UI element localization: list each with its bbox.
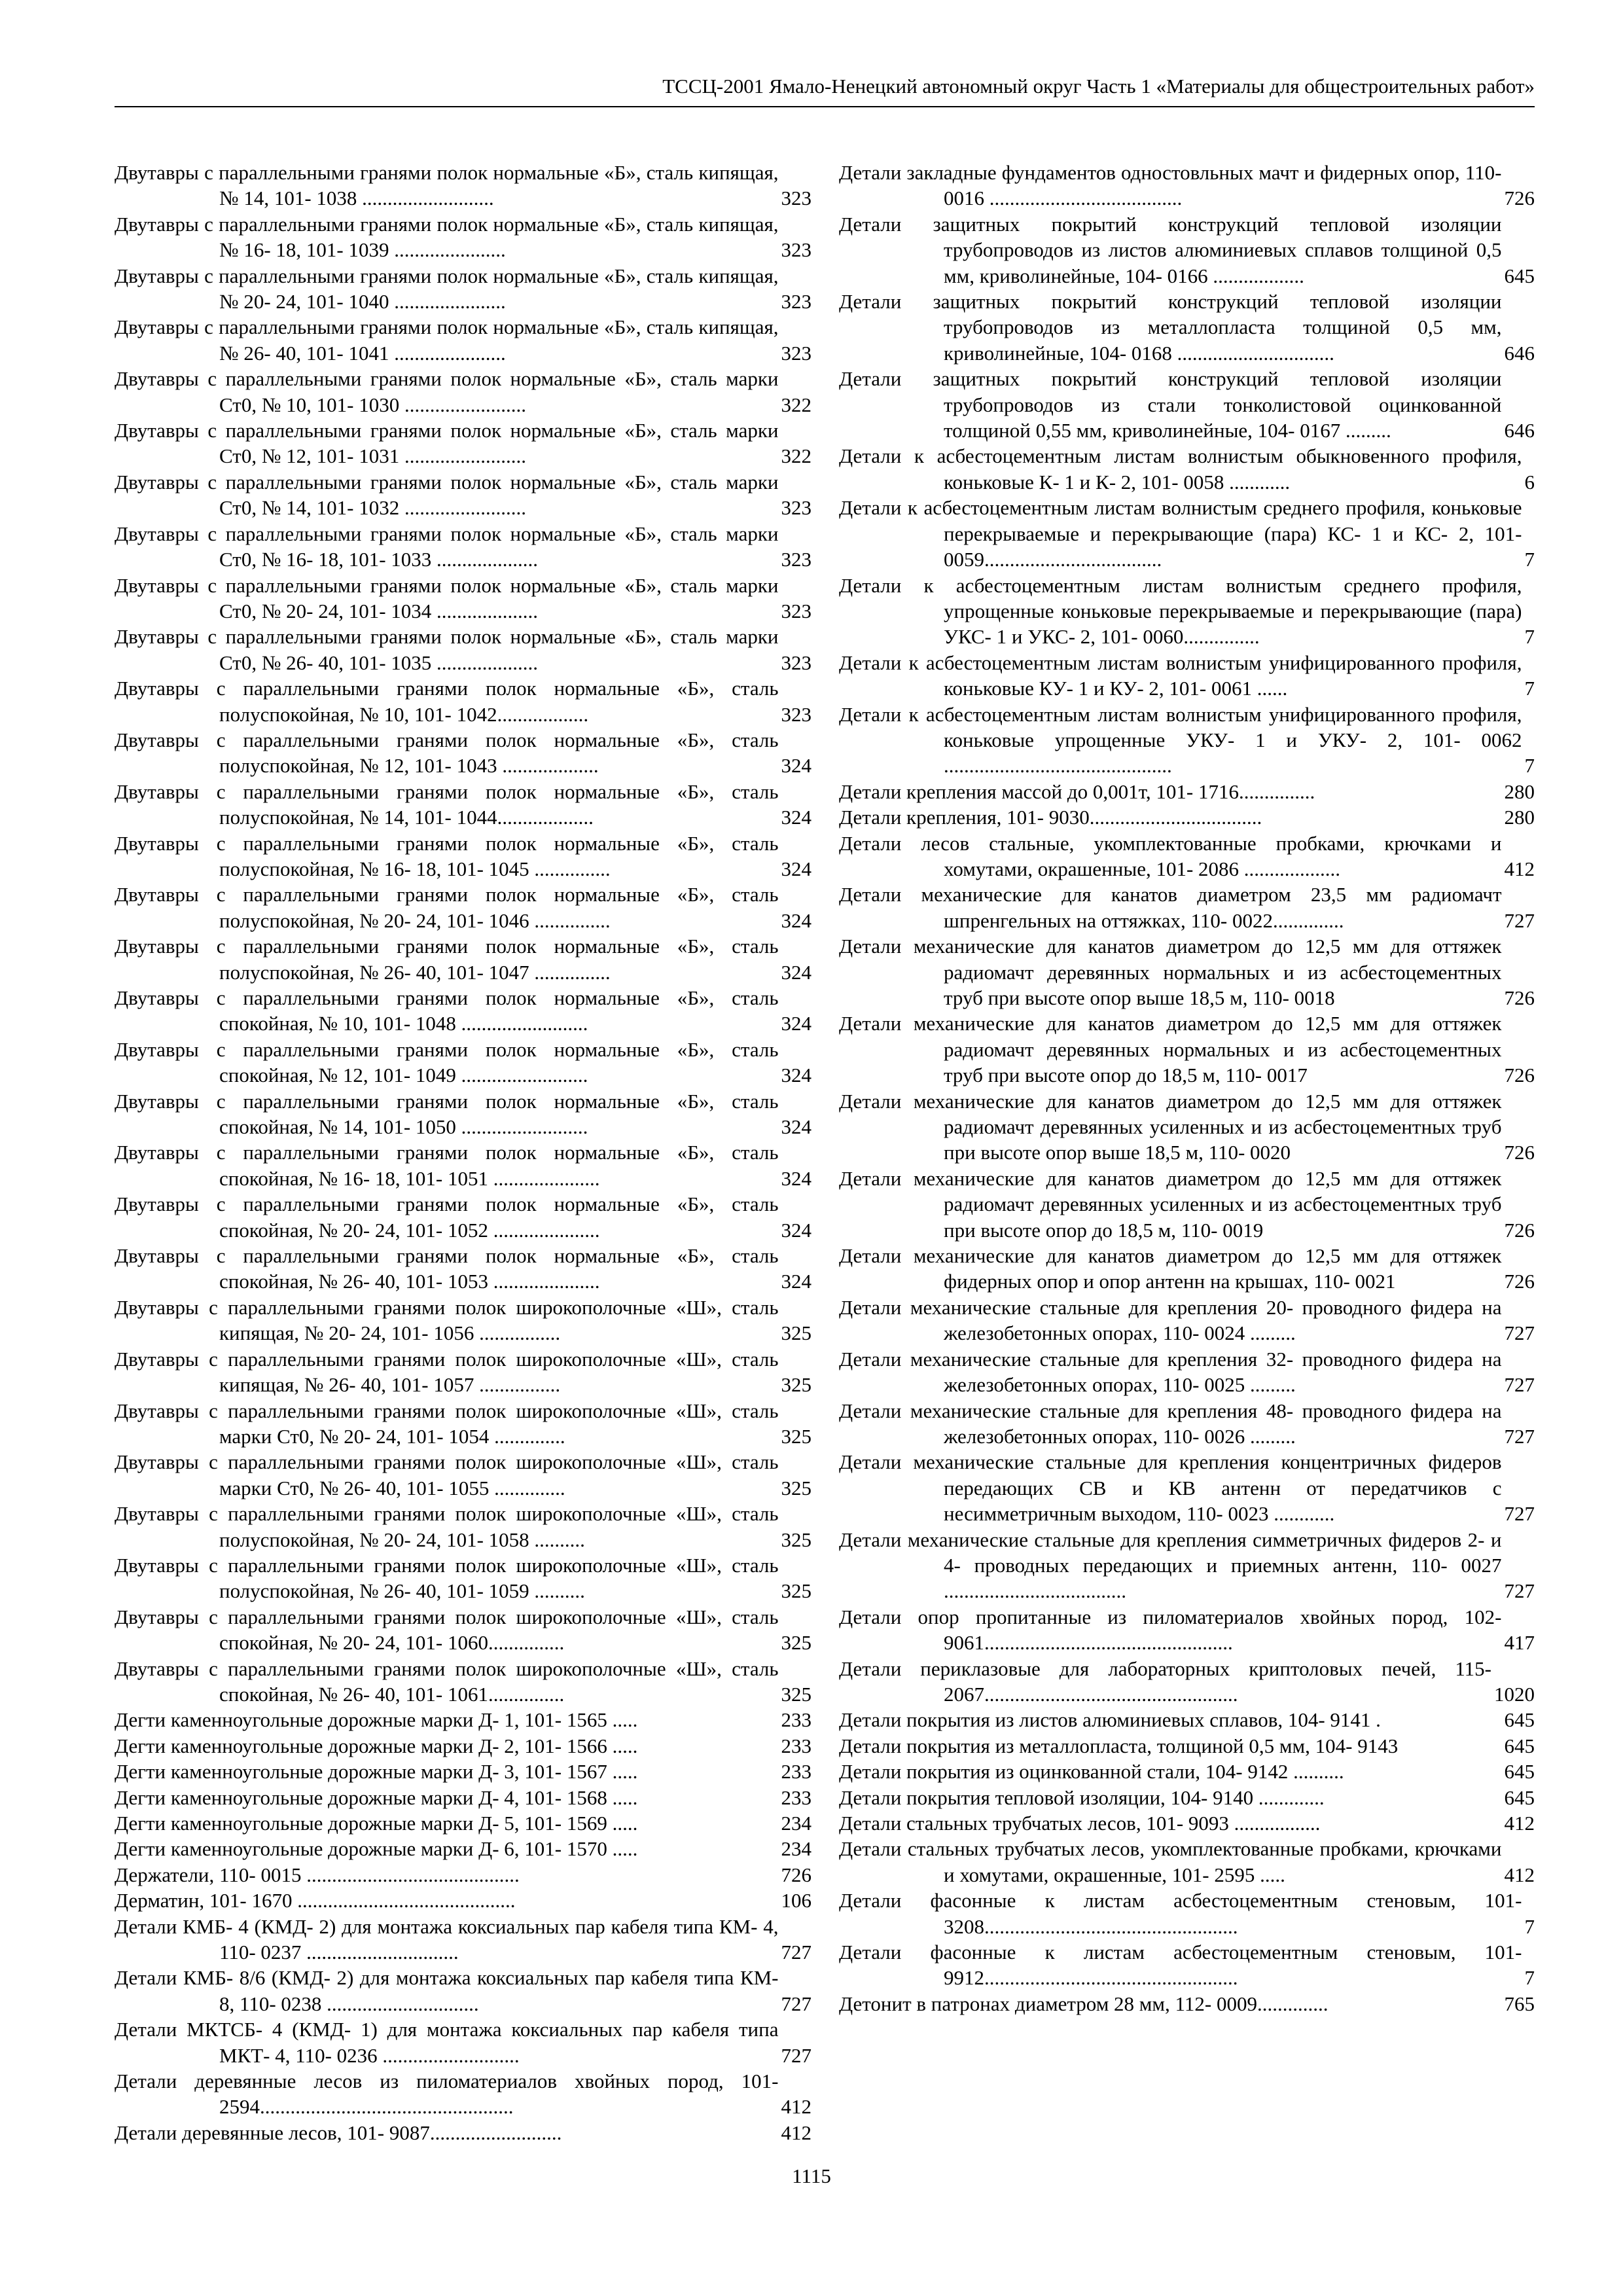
index-entry-page: 645: [1504, 264, 1535, 287]
index-entry: [839, 650, 1535, 702]
index-entry-text: Двутавры с параллельными гранями полок широкополочные «Ш», сталь полуспокойная, № 26- 40, 101- 1059 ..........: [115, 1553, 779, 1603]
index-entry: [115, 727, 812, 779]
running-header: ТССЦ-2001 Ямало-Ненецкий автономный округ Часть 1 «Материалы для общестроительных работ»: [662, 75, 1535, 98]
index-entry-page: 645: [1504, 1708, 1535, 1732]
index-entry: [115, 1914, 812, 1965]
index-entry: [115, 1733, 812, 1759]
index-entry-page: 726: [1504, 1218, 1535, 1242]
index-entry-page: 325: [781, 1476, 812, 1499]
index-entry-page: 280: [1504, 780, 1535, 803]
index-entry: [115, 1243, 812, 1295]
index-entry-text: Дегти каменноугольные дорожные марки Д- 3, 101- 1567 .....: [115, 1760, 638, 1784]
index-entry: [115, 882, 812, 933]
index-entry: [839, 573, 1535, 650]
index-entry: [839, 702, 1535, 779]
index-entry-text: Двутавры с параллельными гранями полок нормальные «Б», сталь полуспокойная, № 10, 101- 1042..................: [115, 677, 779, 726]
index-entry-page: 234: [781, 1837, 812, 1861]
index-entry: [115, 1965, 812, 2017]
index-entry: [839, 211, 1535, 289]
index-entry-page: 325: [781, 1579, 812, 1603]
index-entry: [839, 1295, 1535, 1346]
index-entry: [115, 1656, 812, 1708]
index-entry-page: 726: [1504, 1064, 1535, 1087]
index-entry-text: Двутавры с параллельными гранями полок широкополочные «Ш», сталь спокойная, № 26- 40, 101- 1061...............: [115, 1657, 779, 1706]
index-entry-page: 6: [1524, 470, 1535, 493]
index-entry-page: 324: [781, 1218, 812, 1242]
index-entry-text: Двутавры с параллельными гранями полок широкополочные «Ш», сталь кипящая, № 20- 24, 101- 1056 ................: [115, 1295, 779, 1345]
index-entry-page: 7: [1524, 677, 1535, 700]
index-entry-text: Двутавры с параллельными гранями полок широкополочные «Ш», сталь кипящая, № 26- 40, 101- 1057 ................: [115, 1347, 779, 1397]
index-column-left: [115, 160, 812, 2145]
index-entry-page: 417: [1504, 1631, 1535, 1655]
index-entry-page: 324: [781, 857, 812, 880]
index-entry-text: Детали деревянные лесов из пиломатериалов хвойных пород, 101- 2594..................................................: [115, 2070, 779, 2119]
index-entry-text: Детонит в патронах диаметром 28 мм, 112- 0009..............: [839, 1992, 1329, 2015]
index-entry-text: Детали механические стальные для крепления концентричных фидеров передающих СВ и КВ антенн от передатчиков с несимметричным выходом, 110- 0023 ............: [839, 1450, 1502, 1526]
index-entry-text: Двутавры с параллельными гранями полок нормальные «Б», сталь марки Ст0, № 26- 40, 101- 1035 ....................: [115, 625, 779, 674]
index-entry-page: 727: [1504, 908, 1535, 932]
index-entry: [839, 779, 1535, 804]
index-entry-text: Двутавры с параллельными гранями полок широкополочные «Ш», сталь полуспокойная, № 20- 24, 101- 1058 ..........: [115, 1502, 779, 1551]
index-entry-text: Детали к асбестоцементным листам волнистым среднего профиля, упрощенные коньковые перекрываемые и перекрывающие (пара) УКС- 1 и УКС- 2, 101- 0060...............: [839, 573, 1522, 649]
index-entry-page: 412: [1504, 1863, 1535, 1886]
index-entry-page: 645: [1504, 1760, 1535, 1784]
index-entry-text: Двутавры с параллельными гранями полок нормальные «Б», сталь марки Ст0, № 12, 101- 1031 ........................: [115, 419, 779, 468]
index-entry: [115, 985, 812, 1037]
index-entry-page: 234: [781, 1812, 812, 1835]
index-entry: [115, 675, 812, 727]
index-entry-page: 727: [1504, 1424, 1535, 1448]
index-entry: [839, 831, 1535, 882]
index-entry-page: 645: [1504, 1785, 1535, 1809]
index-entry-text: Двутавры с параллельными гранями полок нормальные «Б», сталь марки Ст0, № 14, 101- 1032 ........................: [115, 470, 779, 520]
index-column-right: [839, 160, 1535, 2017]
index-entry-page: 324: [781, 1115, 812, 1139]
index-entry: [115, 779, 812, 831]
index-entry-text: Детали крепления массой до 0,001т, 101- 1716...............: [839, 780, 1315, 803]
index-entry-page: 7: [1524, 1914, 1535, 1938]
index-entry-text: Детали закладные фундаментов одностовльных мачт и фидерных опор, 110- 0016 ......................................: [839, 161, 1502, 210]
index-entry-page: 726: [1504, 986, 1535, 1009]
index-entry: [839, 1243, 1535, 1295]
index-entry-page: 324: [781, 754, 812, 778]
index-entry: [115, 2068, 812, 2120]
index-entry-page: 727: [1504, 1373, 1535, 1397]
index-entry-text: Двутавры с параллельными гранями полок нормальные «Б», сталь марки Ст0, № 16- 18, 101- 1033 ....................: [115, 522, 779, 571]
index-entry-text: Детали защитных покрытий конструкций тепловой изоляции трубопроводов из металлопласта толщиной 0,5 мм, криволинейные, 104- 0168 ...............................: [839, 290, 1502, 365]
index-entry: [115, 624, 812, 675]
index-entry-page: 323: [781, 238, 812, 262]
index-entry: [115, 160, 812, 211]
index-entry-text: Детали покрытия из листов алюминиевых сплавов, 104- 9141 .: [839, 1708, 1381, 1732]
index-entry: [115, 1037, 812, 1088]
index-entry-text: Детали стальных трубчатых лесов, 101- 9093 .................: [839, 1812, 1321, 1835]
index-entry-text: Двутавры с параллельными гранями полок нормальные «Б», сталь полуспокойная, № 16- 18, 101- 1045 ...............: [115, 831, 779, 880]
index-entry-text: Двутавры с параллельными гранями полок нормальные «Б», сталь спокойная, № 26- 40, 101- 1053 .....................: [115, 1244, 779, 1293]
index-entry-page: 322: [781, 444, 812, 468]
index-entry-page: 7: [1524, 754, 1535, 778]
index-entry-text: Детали фасонные к листам асбестоцементным стеновым, 101- 9912..................................................: [839, 1941, 1522, 1990]
index-entry-text: Двутавры с параллельными гранями полок широкополочные «Ш», сталь марки Ст0, № 26- 40, 101- 1055 ..............: [115, 1450, 779, 1499]
index-entry: [839, 933, 1535, 1011]
index-entry: [115, 2120, 812, 2145]
index-entry-text: Детали механические для канатов диаметром до 12,5 мм для оттяжек радиомачт деревянных усиленных и из асбестоцементных труб при высоте опор выше 18,5 м, 110- 0020: [839, 1089, 1502, 1164]
index-entry-page: 233: [781, 1708, 812, 1732]
index-entry-page: 727: [1504, 1502, 1535, 1526]
index-entry-text: Детали механические для канатов диаметром 23,5 мм радиомачт шпренгельных на оттяжках, 110- 0022..............: [839, 883, 1502, 932]
index-entry: [115, 521, 812, 573]
index-entry-page: 323: [781, 702, 812, 726]
index-entry: [839, 160, 1535, 211]
index-entry-text: Детали механические стальные для крепления симметричных фидеров 2- и 4- проводных передающих и приемных антенн, 110- 0027 ....................................: [839, 1528, 1502, 1603]
index-entry: [839, 1166, 1535, 1243]
index-entry-page: 280: [1504, 806, 1535, 829]
index-entry-page: 323: [781, 599, 812, 622]
index-entry-text: Детали крепления, 101- 9030..................................: [839, 806, 1262, 829]
index-entry-text: Детали покрытия тепловой изоляции, 104- 9140 .............: [839, 1785, 1325, 1809]
index-entry: [115, 1785, 812, 1810]
index-entry: [115, 1759, 812, 1784]
page-number: 1115: [792, 2164, 831, 2187]
index-entry: [839, 1088, 1535, 1166]
index-entry-page: 325: [781, 1321, 812, 1345]
index-entry-text: Дегти каменноугольные дорожные марки Д- 1, 101- 1565 .....: [115, 1708, 638, 1732]
index-entry: [839, 1939, 1535, 1991]
index-entry-text: Дегти каменноугольные дорожные марки Д- 4, 101- 1568 .....: [115, 1785, 638, 1809]
index-entry-page: 412: [781, 2095, 812, 2119]
index-entry-page: 727: [781, 1941, 812, 1964]
index-entry-text: Двутавры с параллельными гранями полок широкополочные «Ш», сталь марки Ст0, № 20- 24, 101- 1054 ..............: [115, 1399, 779, 1448]
index-entry: [115, 1888, 812, 1913]
index-entry-page: 645: [1504, 1734, 1535, 1757]
index-entry: [115, 1449, 812, 1501]
index-entry-text: Детали к асбестоцементным листам волнистым среднего профиля, коньковые перекрываемые и перекрывающие (пара) КС- 1 и КС- 2, 101- 0059...................................: [839, 496, 1522, 571]
index-entry-text: Детали к асбестоцементным листам волнистым унифицированного профиля, коньковые упрощенные УКУ- 1 и УКУ- 2, 101- 0062 .............................................: [839, 702, 1522, 778]
index-entry-page: 646: [1504, 419, 1535, 442]
index-entry-text: Двутавры с параллельными гранями полок нормальные «Б», сталь кипящая, № 16- 18, 101- 1039 ......................: [115, 212, 779, 262]
index-entry: [839, 289, 1535, 366]
index-entry-page: 727: [1504, 1321, 1535, 1345]
index-entry: [839, 1398, 1535, 1450]
index-entry-text: Дегти каменноугольные дорожные марки Д- 2, 101- 1566 .....: [115, 1734, 638, 1757]
index-entry-text: Детали лесов стальные, укомплектованные пробками, крючками и хомутами, окрашенные, 101- 2086 ...................: [839, 831, 1502, 880]
index-entry: [115, 263, 812, 315]
index-entry: [115, 366, 812, 418]
index-entry: [115, 1088, 812, 1140]
index-entry: [115, 418, 812, 469]
index-entry-page: 325: [781, 1424, 812, 1448]
index-entry-page: 323: [781, 187, 812, 210]
index-entry-page: 726: [1504, 1270, 1535, 1293]
index-entry-page: 233: [781, 1785, 812, 1809]
index-entry-page: 233: [781, 1734, 812, 1757]
index-entry: [839, 1656, 1535, 1708]
index-entry-page: 323: [781, 651, 812, 674]
index-entry-text: Дегти каменноугольные дорожные марки Д- 6, 101- 1570 .....: [115, 1837, 638, 1861]
index-entry: [115, 1191, 812, 1243]
index-entry-text: Двутавры с параллельными гранями полок нормальные «Б», сталь спокойная, № 12, 101- 1049 .........................: [115, 1037, 779, 1087]
index-entry-page: 233: [781, 1760, 812, 1784]
index-entry-text: Детали механические стальные для крепления 20- проводного фидера на железобетонных опорах, 110- 0024 .........: [839, 1295, 1502, 1345]
index-entry: [839, 1449, 1535, 1526]
index-entry-page: 727: [781, 2043, 812, 2067]
index-entry: [115, 1604, 812, 1656]
index-entry: [115, 1139, 812, 1191]
index-entry-page: 324: [781, 806, 812, 829]
index-entry: [115, 1836, 812, 1861]
index-entry-page: 324: [781, 1012, 812, 1035]
index-entry-text: Двутавры с параллельными гранями полок нормальные «Б», сталь спокойная, № 14, 101- 1050 .........................: [115, 1089, 779, 1139]
index-entry: [115, 314, 812, 366]
index-entry-text: Детали механические для канатов диаметром до 12,5 мм для оттяжек радиомачт деревянных усиленных и из асбестоцементных труб при высоте опор до 18,5 м, 110- 0019: [839, 1166, 1502, 1242]
index-entry-text: Двутавры с параллельными гранями полок нормальные «Б», сталь спокойная, № 10, 101- 1048 .........................: [115, 986, 779, 1035]
index-entry: [115, 1398, 812, 1450]
index-entry: [115, 1862, 812, 1888]
index-entry-text: Детали деревянные лесов, 101- 9087..........................: [115, 2121, 562, 2144]
index-entry-page: 412: [1504, 1812, 1535, 1835]
index-entry-page: 7: [1524, 1966, 1535, 1990]
index-entry: [839, 1604, 1535, 1656]
index-entry: [115, 1346, 812, 1398]
index-entry: [839, 804, 1535, 830]
index-entry-page: 325: [781, 1682, 812, 1706]
index-entry-page: 1020: [1494, 1682, 1535, 1706]
index-entry: [839, 1991, 1535, 2017]
index-entry: [115, 2017, 812, 2068]
index-entry-page: 7: [1524, 625, 1535, 649]
index-entry-text: Детали механические для канатов диаметром до 12,5 мм для оттяжек фидерных опор и опор антенн на крышах, 110- 0021: [839, 1244, 1502, 1293]
index-entry-text: Дегти каменноугольные дорожные марки Д- 5, 101- 1569 .....: [115, 1812, 638, 1835]
index-entry: [115, 211, 812, 263]
index-entry-page: 726: [781, 1863, 812, 1886]
index-entry-page: 325: [781, 1373, 812, 1397]
index-entry: [839, 1836, 1535, 1888]
index-entry-text: Детали КМБ- 8/6 (КМД- 2) для монтажа коксиальных пар кабеля типа КМ- 8, 110- 0238 ..............................: [115, 1966, 779, 2015]
index-entry-text: Детали опор пропитанные из пиломатериалов хвойных пород, 102- 9061.................................................: [839, 1605, 1502, 1655]
index-entry-text: Детали к асбестоцементным листам волнистым унифицированного профиля, коньковые КУ- 1 и КУ- 2, 101- 0061 ......: [839, 651, 1522, 700]
index-entry-page: 646: [1504, 341, 1535, 365]
index-entry: [839, 366, 1535, 443]
index-entry: [839, 1011, 1535, 1088]
index-entry-page: 727: [1504, 1579, 1535, 1603]
index-entry: [115, 1501, 812, 1552]
index-entry-text: Детали стальных трубчатых лесов, укомплектованные пробками, крючками и хомутами, окрашенные, 101- 2595 .....: [839, 1837, 1502, 1886]
index-entry-text: Детали к асбестоцементным листам волнистым обыкновенного профиля, коньковые К- 1 и К- 2, 101- 0058 ............: [839, 444, 1522, 493]
index-entry-page: 726: [1504, 1141, 1535, 1164]
index-entry-text: Детали покрытия из оцинкованной стали, 104- 9142 ..........: [839, 1760, 1344, 1784]
index-entry-text: Детали фасонные к листам асбестоцементным стеновым, 101- 3208..................................................: [839, 1889, 1522, 1938]
index-entry-text: Детали защитных покрытий конструкций тепловой изоляции трубопроводов из стали тонколистовой оцинкованной толщиной 0,55 мм, криволинейные, 104- 0167 .........: [839, 367, 1502, 442]
index-entry: [839, 1785, 1535, 1810]
index-entry-text: Двутавры с параллельными гранями полок нормальные «Б», сталь марки Ст0, № 10, 101- 1030 ........................: [115, 367, 779, 416]
index-entry-text: Детали КМБ- 4 (КМД- 2) для монтажа коксиальных пар кабеля типа КМ- 4, 110- 0237 ..............................: [115, 1914, 779, 1964]
index-entry: [839, 1707, 1535, 1732]
index-entry-page: 325: [781, 1528, 812, 1551]
index-entry-text: Двутавры с параллельными гранями полок нормальные «Б», сталь полуспокойная, № 20- 24, 101- 1046 ...............: [115, 883, 779, 932]
index-entry: [839, 1346, 1535, 1398]
index-entry-page: 323: [781, 548, 812, 571]
index-entry-page: 727: [781, 1992, 812, 2015]
index-entry: [115, 1707, 812, 1732]
index-entry-text: Двутавры с параллельными гранями полок нормальные «Б», сталь кипящая, № 14, 101- 1038 ..........................: [115, 161, 779, 210]
index-entry-text: Двутавры с параллельными гранями полок нормальные «Б», сталь полуспокойная, № 14, 101- 1044...................: [115, 780, 779, 829]
index-entry-text: Двутавры с параллельными гранями полок широкополочные «Ш», сталь спокойная, № 20- 24, 101- 1060...............: [115, 1605, 779, 1655]
index-entry-text: Детали механические стальные для крепления 32- проводного фидера на железобетонных опорах, 110- 0025 .........: [839, 1347, 1502, 1397]
index-entry-text: Двутавры с параллельными гранями полок нормальные «Б», сталь полуспокойная, № 12, 101- 1043 ...................: [115, 728, 779, 778]
index-entry: [115, 831, 812, 882]
index-entry-text: Двутавры с параллельными гранями полок нормальные «Б», сталь спокойная, № 16- 18, 101- 1051 .....................: [115, 1141, 779, 1190]
index-entry-text: Двутавры с параллельными гранями полок нормальные «Б», сталь кипящая, № 26- 40, 101- 1041 ......................: [115, 315, 779, 365]
index-entry-text: Двутавры с параллельными гранями полок нормальные «Б», сталь спокойная, № 20- 24, 101- 1052 .....................: [115, 1193, 779, 1242]
index-entry-page: 325: [781, 1631, 812, 1655]
index-entry-page: 322: [781, 393, 812, 416]
index-entry: [115, 933, 812, 985]
index-entry-text: Детали периклазовые для лабораторных криптоловых печей, 115- 2067..................................................: [839, 1657, 1491, 1706]
index-entry: [839, 1733, 1535, 1759]
index-entry: [115, 573, 812, 624]
index-entry-text: Детали защитных покрытий конструкций тепловой изоляции трубопроводов из листов алюминиевых сплавов толщиной 0,5 мм, криволинейные, 104- 0166 ..................: [839, 212, 1502, 287]
index-entry-text: Двутавры с параллельными гранями полок нормальные «Б», сталь марки Ст0, № 20- 24, 101- 1034 ....................: [115, 573, 779, 622]
index-entry-page: 726: [1504, 187, 1535, 210]
index-entry-page: 765: [1504, 1992, 1535, 2015]
index-entry: [115, 1810, 812, 1836]
index-entry-page: 106: [781, 1889, 812, 1912]
index-entry: [839, 443, 1535, 495]
index-entry: [839, 1888, 1535, 1939]
index-entry-text: Детали механические для канатов диаметром до 12,5 мм для оттяжек радиомачт деревянных нормальных и из асбестоцементных труб при высоте опор до 18,5 м, 110- 0017: [839, 1012, 1502, 1087]
index-entry: [115, 1295, 812, 1346]
index-entry-page: 7: [1524, 548, 1535, 571]
index-entry: [839, 495, 1535, 572]
index-entry: [115, 1552, 812, 1604]
index-entry-page: 324: [781, 908, 812, 932]
header-rule: [115, 106, 1535, 107]
index-entry-text: Детали механические для канатов диаметром до 12,5 мм для оттяжек радиомачт деревянных нормальных и из асбестоцементных труб при высоте опор выше 18,5 м, 110- 0018: [839, 935, 1502, 1009]
index-entry: [839, 1810, 1535, 1836]
index-entry: [839, 882, 1535, 933]
index-entry-text: Детали механические стальные для крепления 48- проводного фидера на железобетонных опорах, 110- 0026 .........: [839, 1399, 1502, 1448]
index-entry: [839, 1759, 1535, 1784]
index-entry: [839, 1527, 1535, 1604]
index-entry-text: Двутавры с параллельными гранями полок нормальные «Б», сталь кипящая, № 20- 24, 101- 1040 ......................: [115, 264, 779, 314]
index-entry-page: 324: [781, 1270, 812, 1293]
index-entry-text: Детали МКТСБ- 4 (КМД- 1) для монтажа коксиальных пар кабеля типа МКТ- 4, 110- 0236 ...........................: [115, 2018, 779, 2067]
index-entry-text: Детали покрытия из металлопласта, толщиной 0,5 мм, 104- 9143: [839, 1734, 1399, 1757]
index-entry-page: 412: [1504, 857, 1535, 880]
index-entry-page: 324: [781, 960, 812, 984]
index-entry-text: Двутавры с параллельными гранями полок нормальные «Б», сталь полуспокойная, № 26- 40, 101- 1047 ...............: [115, 935, 779, 984]
index-entry: [115, 469, 812, 521]
index-entry-page: 324: [781, 1064, 812, 1087]
index-entry-page: 324: [781, 1166, 812, 1190]
index-entry-page: 323: [781, 290, 812, 314]
index-entry-page: 323: [781, 341, 812, 365]
index-entry-page: 412: [781, 2121, 812, 2144]
index-entry-text: Держатели, 110- 0015 ..........................................: [115, 1863, 520, 1886]
index-entry-text: Дерматин, 101- 1670 ...........................................: [115, 1889, 516, 1912]
index-entry-page: 323: [781, 496, 812, 520]
